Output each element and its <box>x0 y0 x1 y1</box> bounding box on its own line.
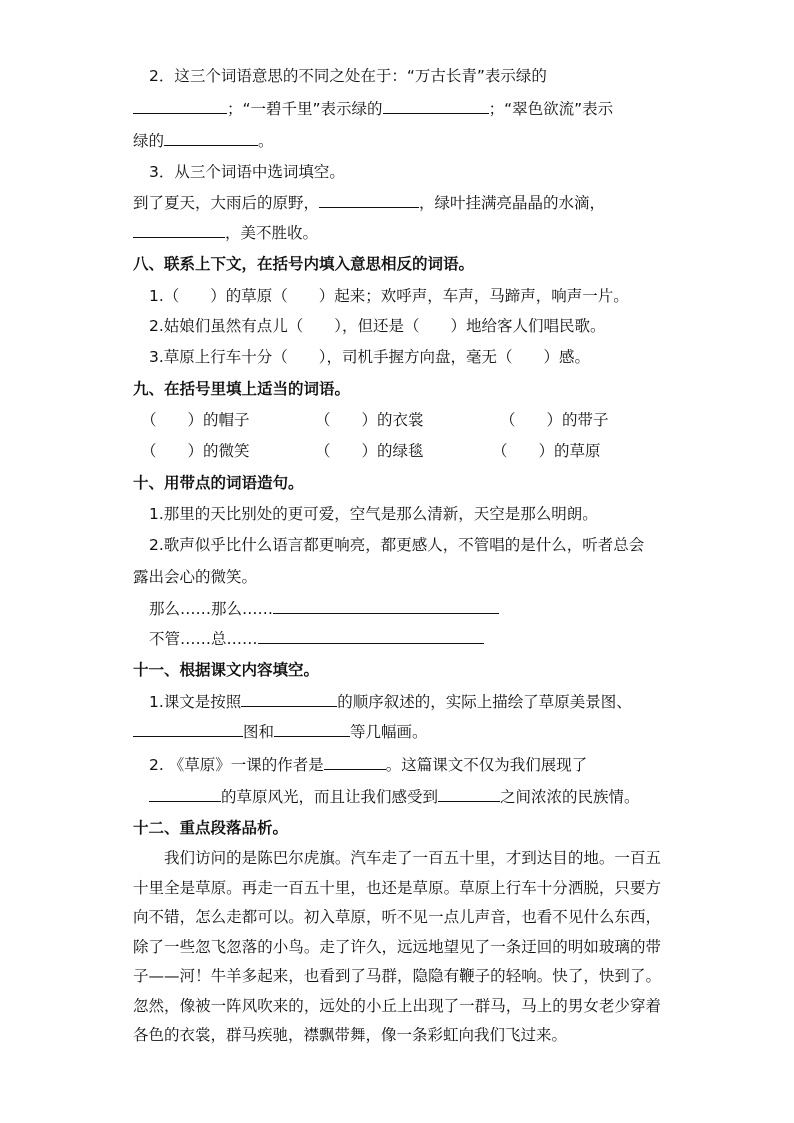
q11-text: 2. 《草原》一课的作者是 <box>149 756 324 774</box>
answer-blank[interactable] <box>164 130 258 146</box>
q10-sentence-2: 2.歌声似乎比什么语言都更响亮，都更感人，不管唱的是什么，听者总会 <box>149 536 645 554</box>
answer-blank[interactable] <box>273 598 499 614</box>
q11-text: 。这篇课文不仅为我们展现了 <box>385 756 588 774</box>
q9-item: （ ）的微笑 <box>141 442 250 460</box>
q11-line-4 <box>149 786 640 807</box>
section-12-title: 十二、重点段落品析。 <box>133 819 289 837</box>
q7-line-2-end <box>133 130 274 151</box>
answer-blank[interactable] <box>319 192 419 208</box>
q8-item-3: 3.草原上行车十分（ ），司机手握方向盘，毫无（ ）感。 <box>149 348 591 366</box>
q7-text: ，美不胜收。 <box>225 224 319 242</box>
answer-blank[interactable] <box>133 222 225 238</box>
q10-prompt-text: 那么……那么…… <box>149 600 274 618</box>
q7-line-2-cont <box>133 98 613 119</box>
section-11-title: 十一、根据课文内容填空。 <box>133 661 320 679</box>
q11-line-1 <box>149 691 632 712</box>
q7-line-4 <box>133 192 605 213</box>
q11-text: 1.课文是按照 <box>149 693 242 711</box>
q11-text: 的顺序叙述的，实际上描绘了草原美景图、 <box>337 693 632 711</box>
section-10-title: 十、用带点的词语造句。 <box>133 474 304 492</box>
q10-prompt-1 <box>149 598 499 619</box>
q7-text: 绿的 <box>133 132 165 150</box>
answer-blank[interactable] <box>241 691 337 707</box>
q11-line-2 <box>133 721 428 742</box>
q8-item-2: 2.姑娘们虽然有点儿（ ），但还是（ ）地给客人们唱民歌。 <box>149 317 606 335</box>
answer-blank[interactable] <box>258 628 484 644</box>
q11-line-3 <box>149 754 587 775</box>
section-9-title: 九、在括号里填上适当的词语。 <box>133 380 351 398</box>
q7-text: ，绿叶挂满亮晶晶的水滴， <box>419 194 606 212</box>
q7-text: ；“一碧千里”表示绿的 <box>227 100 383 118</box>
q10-prompt-text: 不管……总…… <box>149 630 258 648</box>
q9-item: （ ）的绿毯 <box>315 442 424 460</box>
q9-item: （ ）的带子 <box>500 411 609 429</box>
answer-blank[interactable] <box>383 98 489 114</box>
q9-item: （ ）的帽子 <box>141 411 250 429</box>
answer-blank[interactable] <box>274 721 350 737</box>
answer-blank[interactable] <box>149 786 221 802</box>
q7-text: ；“翠色欲流”表示 <box>488 100 614 118</box>
answer-blank[interactable] <box>133 98 227 114</box>
q10-sentence-1: 1.那里的天比别处的更可爱，空气是那么清新，天空是那么明朗。 <box>149 505 598 523</box>
q11-text: 之间浓浓的民族情。 <box>500 788 640 806</box>
q10-sentence-2-cont: 露出会心的微笑。 <box>133 568 258 586</box>
q7-line-2 <box>149 66 547 86</box>
q11-text: 图和 <box>243 723 275 741</box>
answer-blank[interactable] <box>324 754 386 770</box>
q10-prompt-2 <box>149 628 484 649</box>
q8-item-1: 1.（ ）的草原（ ）起来；欢呼声，车声，马蹄声，响声一片。 <box>149 287 629 305</box>
section-8-title: 八、联系上下文，在括号内填入意思相反的词语。 <box>133 255 475 273</box>
q7-text: 到了夏天，大雨后的原野， <box>133 194 320 212</box>
q9-item: （ ）的衣裳 <box>315 411 424 429</box>
q11-text: 等几幅画。 <box>350 723 428 741</box>
answer-blank[interactable] <box>438 786 500 802</box>
reading-passage: 我们访问的是陈巴尔虎旗。汽车走了一百五十里，才到达目的地。一百五十里全是草原。再走一百五十里，也还是草原。草原上行车十分洒脱，只要方向不错，怎么走都可以。初入草原，听不见一点儿声音，也看不见什么东西，除了一些忽飞忽落的小鸟。走了许久，远远地望见了一条迂回的明如玻璃的带子——河！牛羊多起来，也看到了马群，隐隐有鞭子的轻响。快了，快到了。忽然，像被一阵风吹来的，远处的小丘上出现了一群马，马上的男女老少穿着各色的衣裳，群马疾驰，襟飘带舞，像一条彩虹向我们飞过来。 <box>133 849 661 1044</box>
q9-item: （ ）的草原 <box>492 442 601 460</box>
q7-line-5 <box>133 222 318 243</box>
q7-line-3: 3．从三个词语中选词填空。 <box>149 163 345 181</box>
q11-text: 的草原风光，而且让我们感受到 <box>221 788 439 806</box>
answer-blank[interactable] <box>133 721 243 737</box>
q7-text: 2．这三个词语意思的不同之处在于：“万古长青”表示绿的 <box>149 67 547 85</box>
q7-text: 。 <box>258 132 274 150</box>
